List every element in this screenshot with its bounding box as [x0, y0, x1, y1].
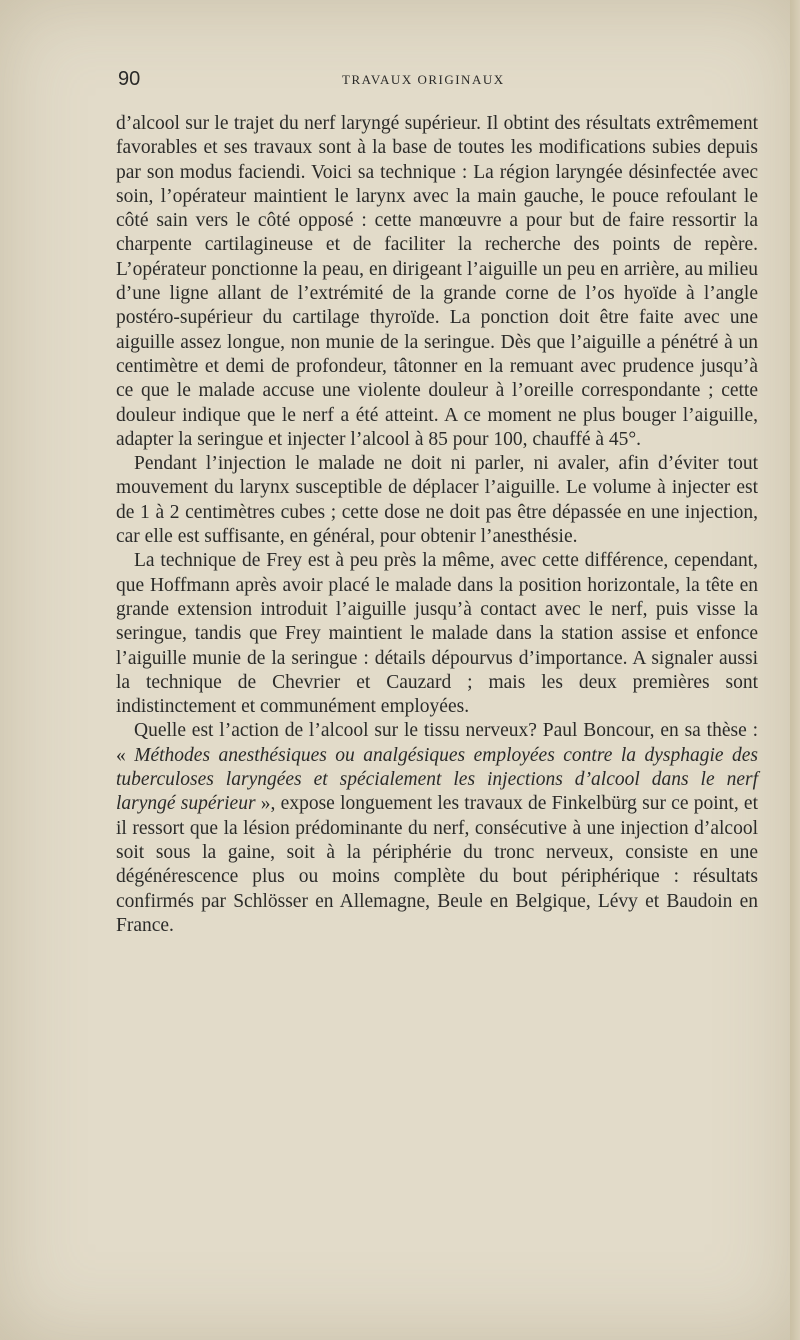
paragraph-3: La technique de Frey est à peu près la même, avec cette différence, cependant, que Hoffmann après avoir placé le malade dans la position horizontale, la tête en grande extension introduit l’aiguille jusqu’à contact avec le nerf, puis visse la seringue, tandis que Frey maintient le malade dans la station assise et enfonce l’aiguille munie de la seringue : détails dépourvus d’importance. A signaler aussi la technique de Chevrier et Cauzard ; mais les deux premières sont indistinctement et communément employées.: [116, 550, 758, 718]
running-head: [118, 68, 758, 92]
running-title: TRAVAUX ORIGINAUX: [342, 72, 505, 87]
page-edge: [790, 0, 800, 1340]
paragraph-4: [116, 719, 758, 938]
body-text: [116, 112, 758, 938]
paragraph-4-rest: », expose longuement les travaux de Finkelbürg sur ce point, et il ressort que la lésion prédominante du nerf, consécutive à une injection d’alcool soit sous la gaine, soit à la périphérie du tronc nerveux, consiste en une dégénérescence plus ou moins complète du bout périphérique : résultats confirmés par Schlösser en Allemagne, Beule en Belgique, Lévy et Baudoin en France.: [116, 793, 759, 936]
paragraph-1: d’alcool sur le trajet du nerf laryngé supérieur. Il obtint des résultats extrêmement favorables et ses travaux sont à la base de toutes les modifications subies depuis par son modus faciendi. Voici sa technique : La région laryngée désinfectée avec soin, l’opérateur maintient le larynx avec la main gauche, le pouce refoulant le côté sain vers le côté opposé : cette manœuvre a pour but de faire ressortir la charpente cartilagineuse et de faciliter la recherche des points de repère. L’opérateur ponctionne la peau, en dirigeant l’aiguille un peu en arrière, au milieu d’une ligne allant de l’extrémité de la grande corne de l’os hyoïde à l’angle postéro-supérieur du cartilage thyroïde. La ponction doit être faite avec une aiguille assez longue, non munie de la seringue. Dès que l’aiguille a pénétré à un centimètre et demi de profondeur, tâtonner en la remuant avec prudence jusqu’à ce que le malade accuse une violente douleur à l’oreille correspondante ; cette douleur indique que le nerf a été atteint. A ce moment ne plus bouger l’aiguille, adapter la seringue et injecter l’alcool à 85 pour 100, chauffé à 45°.: [116, 113, 758, 450]
paragraph-4-intro: Quelle est l’action de l’alcool sur le tissu nerveux? Paul Boncour, en sa thèse : «: [116, 720, 758, 766]
thesis-title: Méthodes anesthésiques ou analgésiques employées contre la dysphagie des tuberculoses laryngées et spécialement les injections d’alcool dans le nerf laryngé supérieur: [116, 744, 759, 815]
paragraph-2: Pendant l’injection le malade ne doit ni parler, ni avaler, afin d’éviter tout mouvement du larynx susceptible de déplacer l’aiguille. Le volume à injecter est de 1 à 2 centimètres cubes ; cette dose ne doit pas être dépassée en une injection, car elle est suffisante, en général, pour obtenir l’anesthésie.: [116, 453, 758, 548]
page-number: 90: [118, 68, 141, 90]
